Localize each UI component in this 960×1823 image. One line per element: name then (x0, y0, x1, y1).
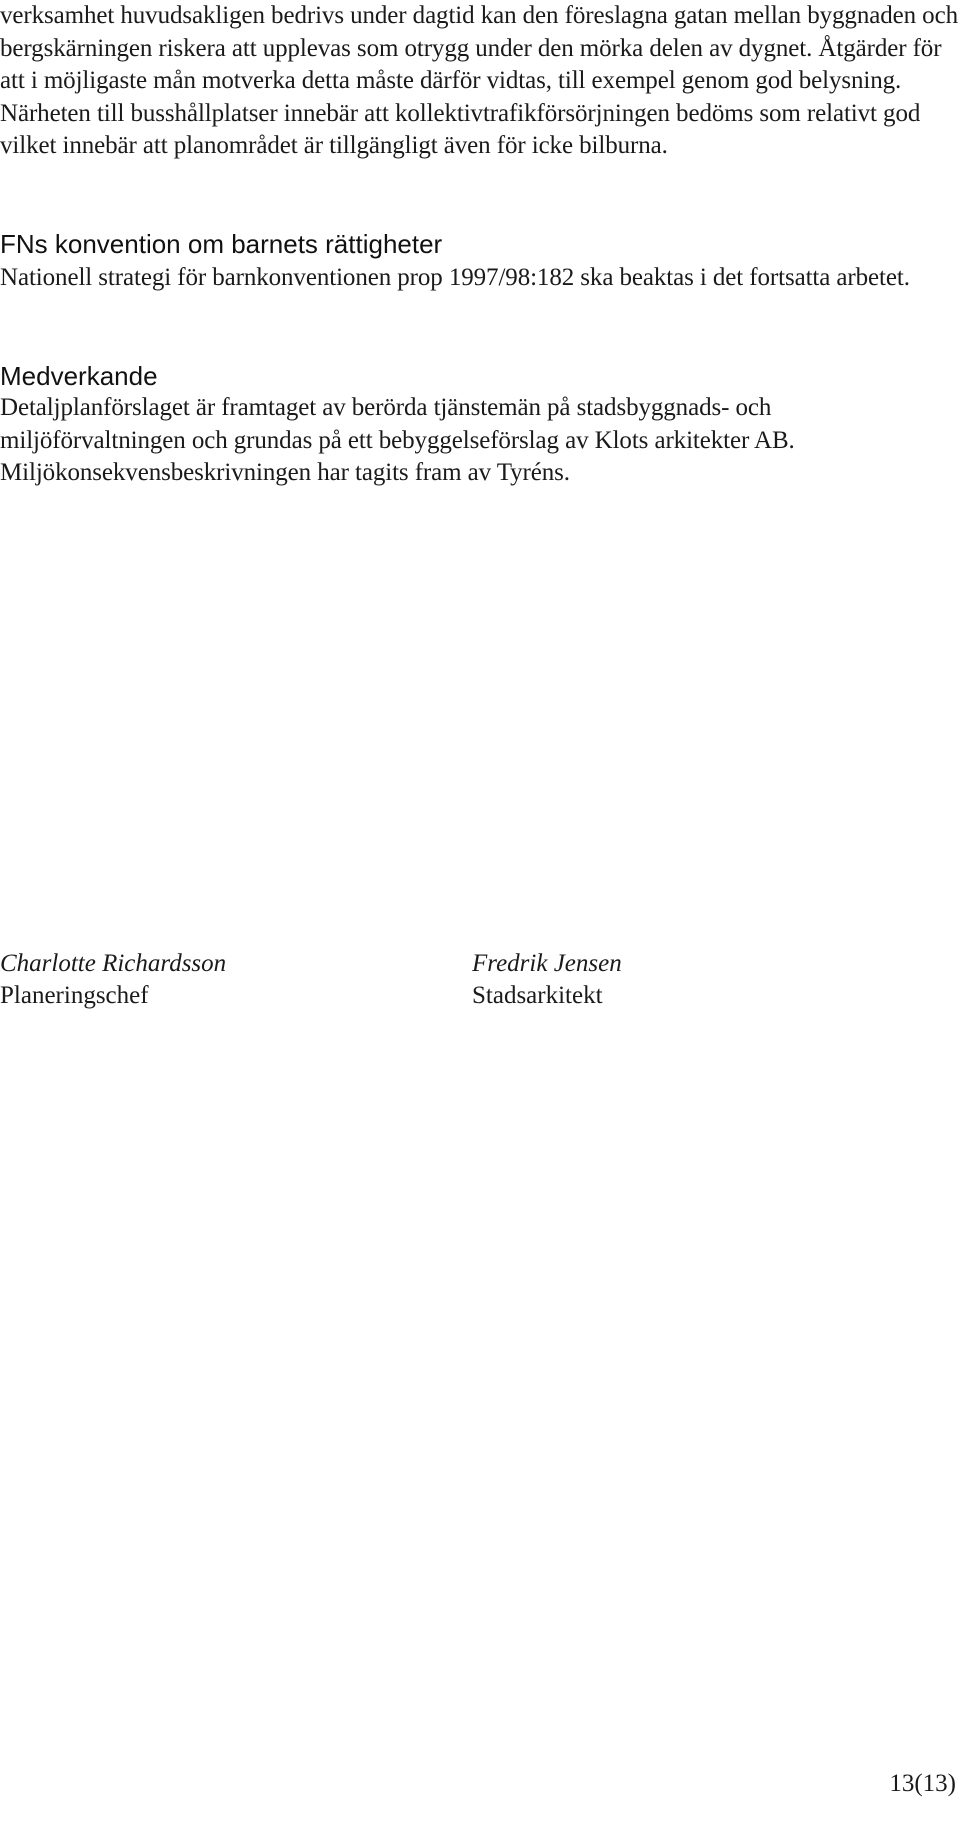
section-heading-barnkonvention: FNs konvention om barnets rättigheter (0, 229, 443, 259)
section-body-barnkonvention: Nationell strategi för barnkonventionen prop 1997/98:182 ska beaktas i det fortsatta arbetet. (0, 264, 910, 291)
section-body-medverkande: Detaljplanförslaget är framtaget av berörda tjänstemän på stadsbyggnads- och miljöförvaltningen och grundas på ett bebyggelseförslag av Klots arkitekter AB. Miljökonsekvensbeskrivningen har tagits fram av Tyréns. (0, 394, 795, 486)
signature-title: Stadsarkitekt (472, 982, 603, 1009)
section-heading-medverkande: Medverkande (0, 361, 158, 391)
signature-block-right (472, 948, 622, 1012)
intro-paragraph: verksamhet huvudsakligen bedrivs under dagtid kan den föreslagna gatan mellan byggnaden och bergskärningen riskera att upplevas som otrygg under den mörka delen av dygnet. Åtgärder för att i möjligaste mån motverka detta måste därför vidtas, till exempel genom god belysning. Närheten till busshållplatser innebär att kollektivtrafikförsörjningen bedöms som relativt god vilket innebär att planområdet är tillgängligt även för icke bilburna. (0, 2, 958, 159)
signature-title: Planeringschef (0, 982, 149, 1009)
signature-name: Fredrik Jensen (472, 950, 622, 977)
page-number: 13(13) (889, 1770, 956, 1797)
signature-name: Charlotte Richardsson (0, 950, 227, 977)
signature-block-left (0, 948, 226, 1012)
